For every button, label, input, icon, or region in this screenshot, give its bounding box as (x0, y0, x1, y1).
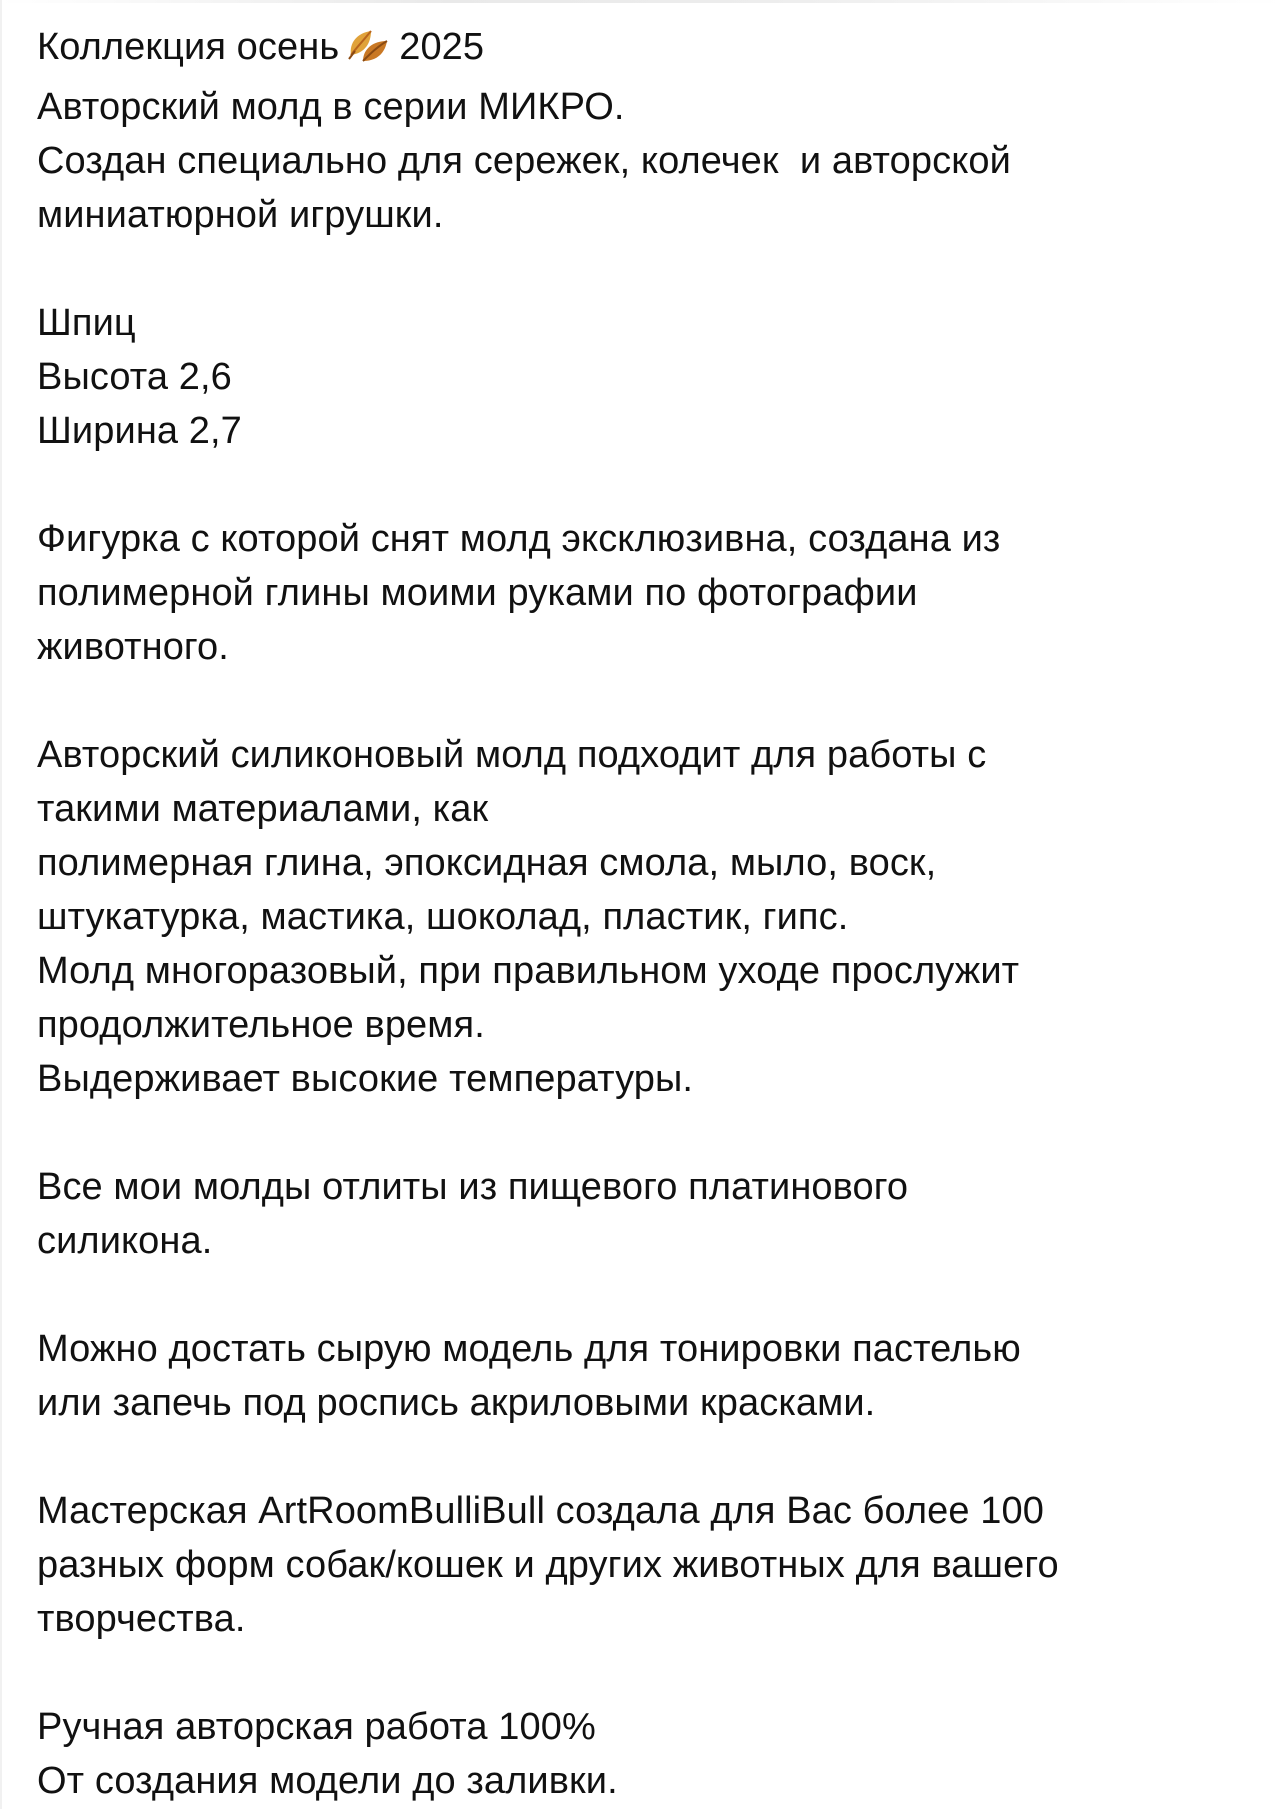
text-line: или запечь под роспись акриловыми красками. (37, 1382, 876, 1424)
blank-line (37, 1430, 1257, 1484)
message-text (37, 20, 1257, 1808)
blank-line (37, 674, 1257, 728)
text-line: Авторский силиконовый молд подходит для работы с (37, 734, 987, 776)
text-line: Авторский молд в серии МИКРО. (37, 86, 625, 128)
title-prefix: Коллекция осень (37, 26, 340, 68)
text-line: продолжительное время. (37, 1004, 485, 1046)
blank-line (37, 1268, 1257, 1322)
text-line: Можно достать сырую модель для тонировки пастелью (37, 1328, 1021, 1370)
text-line: штукатурка, мастика, шоколад, пластик, гипс. (37, 896, 849, 938)
text-line: творчества. (37, 1598, 246, 1640)
text-line: разных форм собак/кошек и других животных для вашего (37, 1544, 1059, 1586)
text-line: Выдерживает высокие температуры. (37, 1058, 694, 1100)
text-line: полимерная глина, эпоксидная смола, мыло, воск, (37, 842, 937, 884)
title-year: 2025 (399, 26, 485, 68)
text-line: силикона. (37, 1220, 213, 1262)
blank-line (37, 1646, 1257, 1700)
text-line: Мастерская ArtRoomBulliBull создала для Вас более 100 (37, 1490, 1045, 1532)
title-line (37, 20, 1257, 80)
text-line: животного. (37, 626, 229, 668)
text-line: От создания модели до заливки. (37, 1760, 618, 1802)
text-line: Фигурка с которой снят молд эксклюзивна, создана из (37, 518, 1001, 560)
fallen-leaf-icon (345, 25, 391, 80)
text-line: Ручная авторская работа 100% (37, 1706, 596, 1748)
text-line: Высота 2,6 (37, 356, 232, 398)
text-line: Шпиц (37, 302, 136, 344)
text-line: миниатюрной игрушки. (37, 194, 444, 236)
text-line: Молд многоразовый, при правильном уходе прослужит (37, 950, 1020, 992)
message-lines (37, 80, 1257, 1808)
top-divider (0, 0, 1284, 3)
text-line: такими материалами, как (37, 788, 489, 830)
blank-line (37, 242, 1257, 296)
text-line: Создан специально для сережек, колечек и авторской (37, 140, 1011, 182)
text-line: Все мои молды отлиты из пищевого платинового (37, 1166, 909, 1208)
text-line: полимерной глины моими руками по фотографии (37, 572, 918, 614)
text-line: Ширина 2,7 (37, 410, 242, 452)
blank-line (37, 1106, 1257, 1160)
left-edge (0, 0, 2, 1809)
blank-line (37, 458, 1257, 512)
